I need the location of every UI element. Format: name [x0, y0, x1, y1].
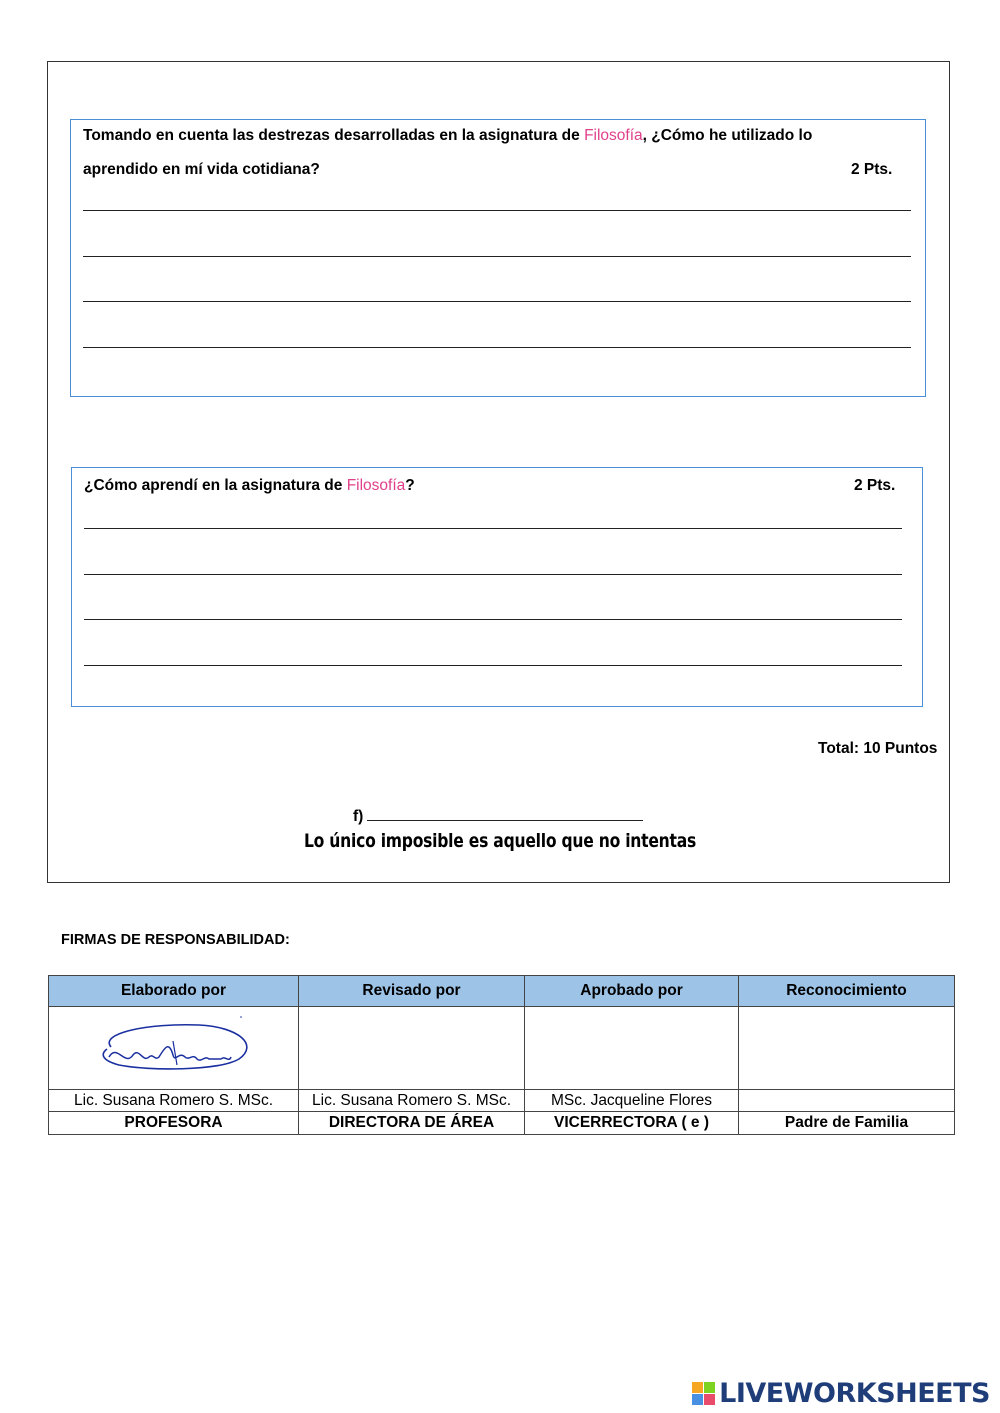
signature-line[interactable]	[367, 806, 643, 821]
answer-line[interactable]	[83, 301, 911, 302]
signatures-title: FIRMAS DE RESPONSABILIDAD:	[61, 932, 290, 948]
question-1-points: 2 Pts.	[851, 161, 893, 178]
student-signature[interactable]	[353, 806, 643, 826]
name-aprobado: MSc. Jacqueline Flores	[525, 1090, 739, 1112]
question-1-box	[70, 119, 926, 397]
answer-line[interactable]	[84, 665, 902, 666]
role-aprobado: VICERRECTORA ( e )	[525, 1112, 739, 1135]
brand-name: LIVEWORKSHEETS	[719, 1377, 990, 1409]
signature-cell-aprobado	[525, 1007, 739, 1090]
answer-line[interactable]	[84, 574, 902, 575]
header-elaborado: Elaborado por	[49, 976, 299, 1007]
header-reconocimiento: Reconocimiento	[739, 976, 955, 1007]
answer-line[interactable]	[83, 210, 911, 211]
signatures-table	[48, 975, 955, 1135]
role-revisado: DIRECTORA DE ÁREA	[299, 1112, 525, 1135]
question-1-text-line2: aprendido en mí vida cotidiana?	[83, 161, 320, 178]
question-2-box	[71, 467, 923, 707]
name-reconocimiento	[739, 1090, 955, 1112]
answer-line[interactable]	[84, 619, 902, 620]
signature-cell-reconocimiento	[739, 1007, 955, 1090]
question-2-subject: Filosofía	[346, 477, 406, 494]
name-revisado: Lic. Susana Romero S. MSc.	[299, 1090, 525, 1112]
role-reconocimiento: Padre de Familia	[739, 1112, 955, 1135]
question-2-points: 2 Pts.	[854, 477, 896, 494]
question-2-text: ¿Cómo aprendí en la asignatura de Filosofía?	[84, 477, 415, 494]
handwritten-signature	[89, 1011, 259, 1081]
total-points: Total: 10 Puntos	[818, 740, 938, 757]
liveworksheets-logo-icon	[692, 1382, 715, 1405]
header-revisado: Revisado por	[299, 976, 525, 1007]
name-elaborado: Lic. Susana Romero S. MSc.	[49, 1090, 299, 1112]
question-1-subject: Filosofía	[584, 127, 643, 144]
signature-cell-elaborado	[49, 1007, 299, 1090]
answer-line[interactable]	[84, 528, 902, 529]
signature-label: f)	[353, 808, 364, 825]
signature-cell-revisado	[299, 1007, 525, 1090]
question-1-text: Tomando en cuenta las destrezas desarrolladas en la asignatura de Filosofía, ¿Cómo he utilizado lo	[83, 127, 813, 144]
header-aprobado: Aprobado por	[525, 976, 739, 1007]
answer-line[interactable]	[83, 256, 911, 257]
answer-line[interactable]	[83, 347, 911, 348]
motto: Lo único imposible es aquello que no intentas	[303, 830, 697, 852]
role-elaborado: PROFESORA	[49, 1112, 299, 1135]
liveworksheets-brand	[692, 1376, 990, 1410]
